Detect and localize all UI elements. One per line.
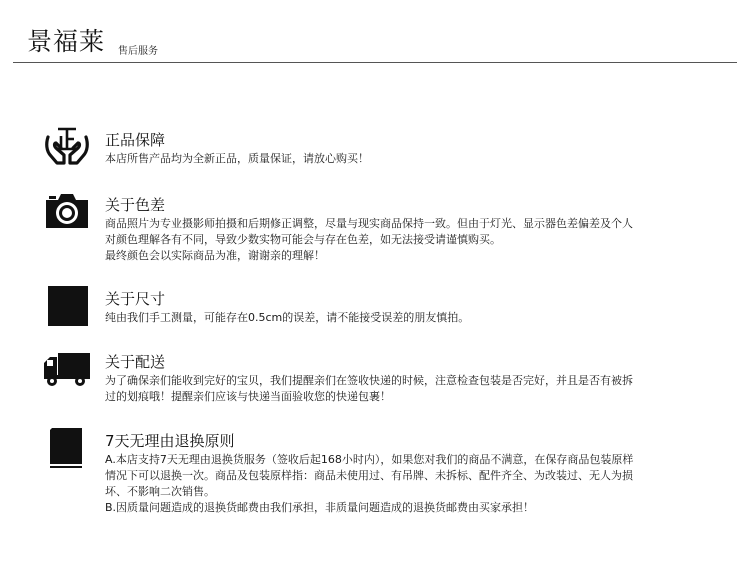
body-line: 对颜色理解各有不同，导致少数实物可能会与存在色差，如无法接受请谨慎购买。	[105, 233, 501, 246]
body-line: 纯由我们手工测量，可能存在0.5cm的误差，请不能接受误差的朋友慎拍。	[105, 311, 470, 324]
section-body	[105, 216, 725, 264]
body-line: 过的划痕哦！提醒亲们应该与快递当面验收您的快递包裹！	[105, 390, 391, 403]
section-title: 关于配送	[105, 353, 166, 371]
body-line: 本店所售产品均为全新正品，质量保证，请放心购买！	[105, 152, 369, 165]
body-line: A.本店支持7天无理由退换货服务（签收后起168小时内），如果您对我们的商品不满意，在保存商品包装原样	[105, 453, 634, 466]
body-line: 最终颜色会以实际商品为准，谢谢亲的理解！	[105, 249, 325, 262]
body-line: 情况下可以退换一次。商品及包装原样指：商品未使用过、有吊牌、未拆标、配件齐全、为改装过、无人为损	[105, 469, 633, 482]
section-body	[105, 151, 725, 167]
page-subtitle: 售后服务	[118, 46, 158, 57]
body-line: 商品照片为专业摄影师拍摄和后期修正调整，尽量与现实商品保持一致。但由于灯光、显示器色差偏差及个人	[105, 217, 633, 230]
ruler-square-icon	[42, 282, 92, 328]
camera-icon	[42, 188, 92, 234]
section-title: 关于色差	[105, 196, 166, 214]
book-icon	[42, 424, 92, 470]
body-line: 为了确保亲们能收到完好的宝贝，我们提醒亲们在签收快递的时候，注意检查包装是否完好，并且是否有被拆	[105, 374, 633, 387]
brand-name: 景福莱	[27, 27, 106, 56]
section-body	[105, 373, 725, 405]
section-body	[105, 310, 725, 326]
section-title: 7天无理由退换原则	[105, 432, 235, 450]
truck-icon	[42, 345, 92, 391]
page-header	[0, 0, 750, 64]
body-line: 坏、不影响二次销售。	[105, 485, 215, 498]
section-title: 关于尺寸	[105, 290, 166, 308]
genuine-hands-icon	[42, 123, 92, 169]
section-title: 正品保障	[105, 131, 166, 149]
body-line: B.因质量问题造成的退换货邮费由我们承担，非质量问题造成的退换货邮费由买家承担！	[105, 501, 535, 514]
section-body	[105, 452, 725, 516]
header-divider	[13, 62, 737, 63]
